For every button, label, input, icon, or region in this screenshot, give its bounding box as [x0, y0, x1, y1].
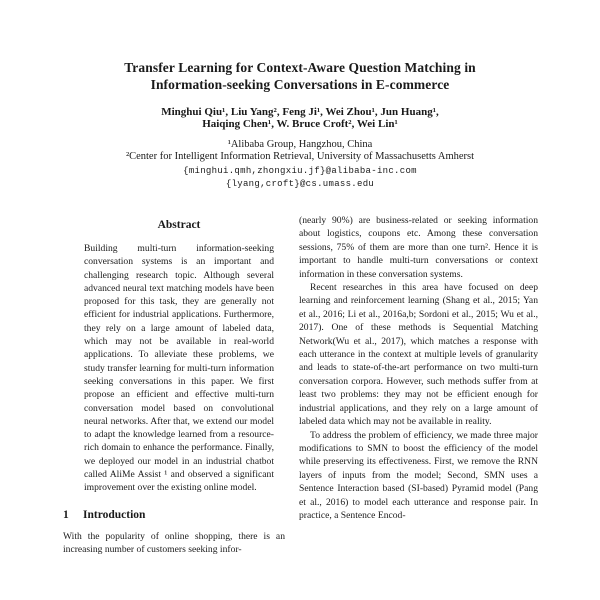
email-alibaba: {minghui.qmh,zhongxiu.jf}@alibaba-inc.com	[183, 166, 417, 176]
paper-title	[0, 59, 600, 93]
introduction-paragraph: With the popularity of online shopping, there is an increasing number of customers seeking infor-	[63, 530, 285, 555]
paragraph-conversation-stats: (nearly 90%) are business-related or seeking information about logistics, coupons etc. Among these conversation sessions, 75% of them are more than one turn². Hence it is important to handle multi-turn conversations or context information in these conversation systems.	[299, 215, 538, 280]
abstract-text: Building multi-turn information-seeking conversation systems is an important and challenging research topic. Although several advanced neural text matching models have been proposed for this task, they are generally not efficient for industrial applications. Furthermore, they rely on a large amount of labeled data, which may not be available in real-world applications. To alleviate these problems, we study transfer learning for multi-turn information seeking conversations in this paper. We first propose an efficient and effective multi-turn conversation model based on convolutional neural networks. After that, we extend our model to adapt the knowledge learned from a resource-rich domain to enhance the performance. Finally, we deployed our model in an industrial chatbot called AliMe Assist ¹ and observed a significant improvement over the existing online model.	[84, 243, 274, 494]
paragraph-recent-research: Recent researches in this area have focused on deep learning and reinforcement learning (Shang et al., 2015; Yan et al., 2016; Li et al., 2016a,b; Sordoni et al., 2015; Wu et al., 2017). One of these methods is Sequential Matching Network(Wu et al., 2017), which matches a response with each utterance in the context at multiple levels of granularity and leads to state-of-the-art performance on two multi-turn conversation corpora. However, such methods suffer from at least two problems: they may not be efficient enough for industrial applications, and they rely on a large amount of labeled data which may not be available in reality.	[299, 282, 538, 428]
affiliations	[0, 139, 600, 163]
author-emails	[0, 165, 600, 190]
author-list	[0, 106, 600, 130]
paper-title-line-2: Information-seeking Conversations in E-commerce	[150, 77, 450, 92]
left-column	[63, 214, 285, 600]
paper-title-line-1: Transfer Learning for Context-Aware Question Matching in	[124, 60, 476, 75]
paragraph-efficiency: To address the problem of efficiency, we made three major modifications to SMN to boost the efficiency of the model while preserving its effectiveness. First, we remove the RNN layers of inputs from the model; Second, SMN uses a Sentence Interaction based (SI-based) Pyramid model (Pang et al., 2016) to model each utterance and response pair. In practice, a Sentence Encod-	[299, 429, 538, 521]
authors-line-1: Minghui Qiu¹, Liu Yang², Feng Ji¹, Wei Zhou¹, Jun Huang¹,	[161, 106, 439, 118]
section-1-title: Introduction	[83, 508, 146, 521]
abstract-heading: Abstract	[157, 219, 201, 231]
section-1-heading	[63, 509, 285, 521]
paper-header	[0, 0, 600, 190]
email-umass: {lyang,croft}@cs.umass.edu	[225, 178, 375, 189]
affiliation-alibaba: ¹Alibaba Group, Hangzhou, China	[227, 139, 373, 150]
affiliation-umass: ²Center for Intelligent Information Retrieval, University of Massachusetts Amherst	[125, 151, 475, 162]
authors-line-2: Haiqing Chen¹, W. Bruce Croft², Wei Lin¹	[202, 118, 398, 130]
right-column	[299, 214, 538, 600]
two-column-body	[63, 214, 538, 600]
abstract-section	[84, 214, 274, 495]
section-1-number: 1	[63, 508, 69, 521]
